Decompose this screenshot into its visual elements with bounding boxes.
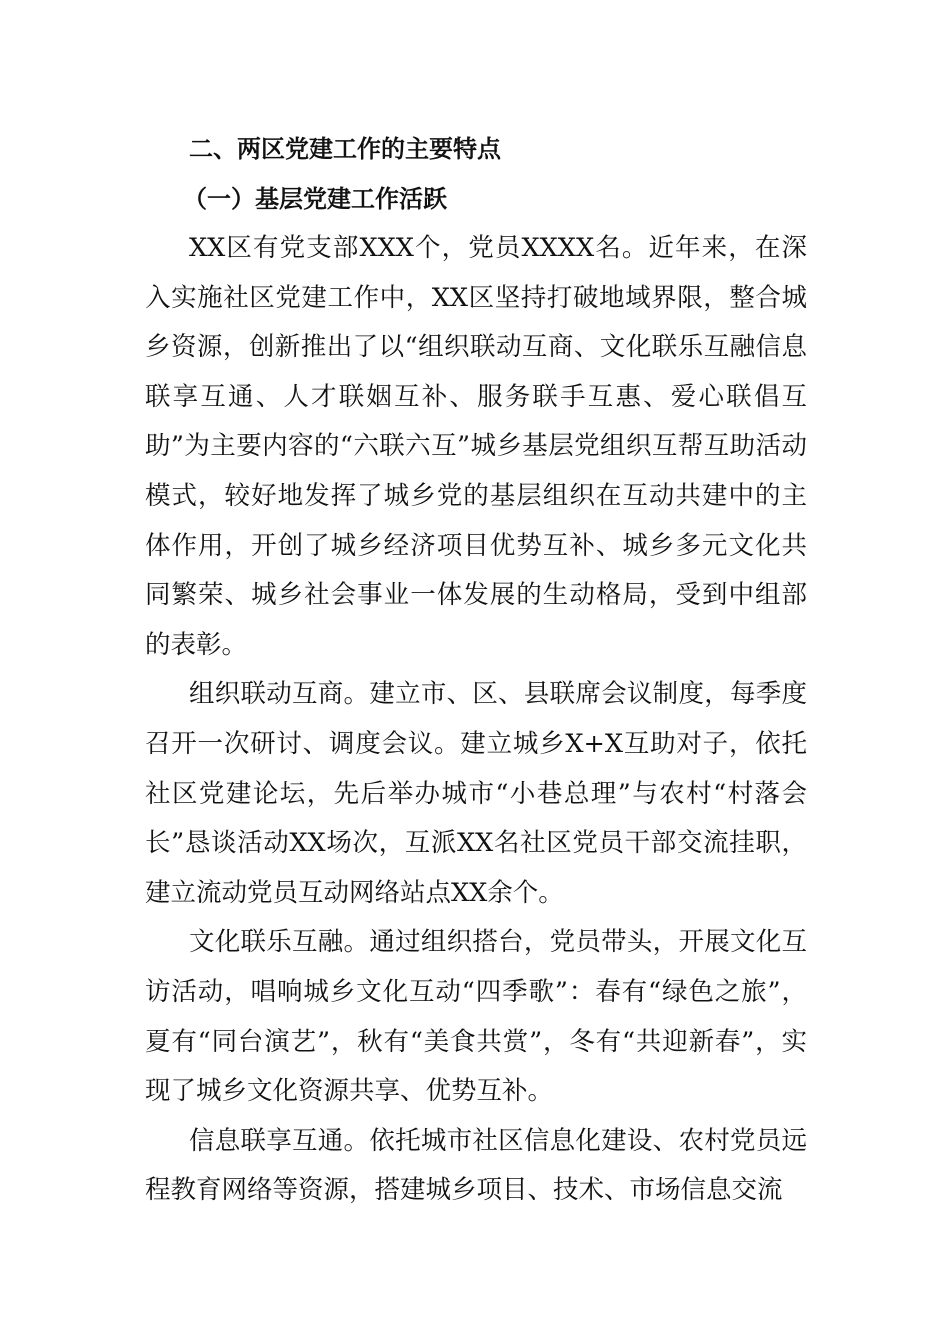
paragraph-organization: 组织联动互商。建立市、区、县联席会议制度，每季度召开一次研讨、调度会议。建立城乡X+X互助对子，依托社区党建论坛，先后举办城市“小巷总理”与农村“村落会长”恳谈活动XX场次，互派XX名社区党员干部交流挂职，建立流动党员互动网络站点XX余个。 bbox=[145, 679, 807, 908]
subsection-heading: （一）基层党建工作活跃 bbox=[183, 184, 447, 213]
paragraph-information: 信息联享互通。依托城市社区信息化建设、农村党员远程教育网络等资源，搭建城乡项目、技术、市场信息交流 bbox=[145, 1125, 807, 1206]
paragraph-overview: XX区有党支部XXX个，党员XXXX名。近年来，在深入实施社区党建工作中，XX区坚持打破地域界限，整合城乡资源，创新推出了以“组织联动互商、文化联乐互融信息联享互通、人才联姻互补、服务联手互惠、爱心联倡互助”为主要内容的“六联六互”城乡基层党组织互帮互助活动模式，较好地发挥了城乡党的基层组织在互动共建中的主体作用，开创了城乡经济项目优势互补、城乡多元文化共同繁荣、城乡社会事业一体发展的生动格局，受到中组部的表彰。 bbox=[145, 233, 807, 660]
document-page bbox=[145, 124, 807, 1216]
section-heading: 二、两区党建工作的主要特点 bbox=[189, 134, 501, 163]
paragraph-culture: 文化联乐互融。通过组织搭台，党员带头，开展文化互访活动，唱响城乡文化互动“四季歌”：春有“绿色之旅”，夏有“同台演艺”，秋有“美食共赏”，冬有“共迎新春”，实现了城乡文化资源共享、优势互补。 bbox=[145, 927, 807, 1107]
